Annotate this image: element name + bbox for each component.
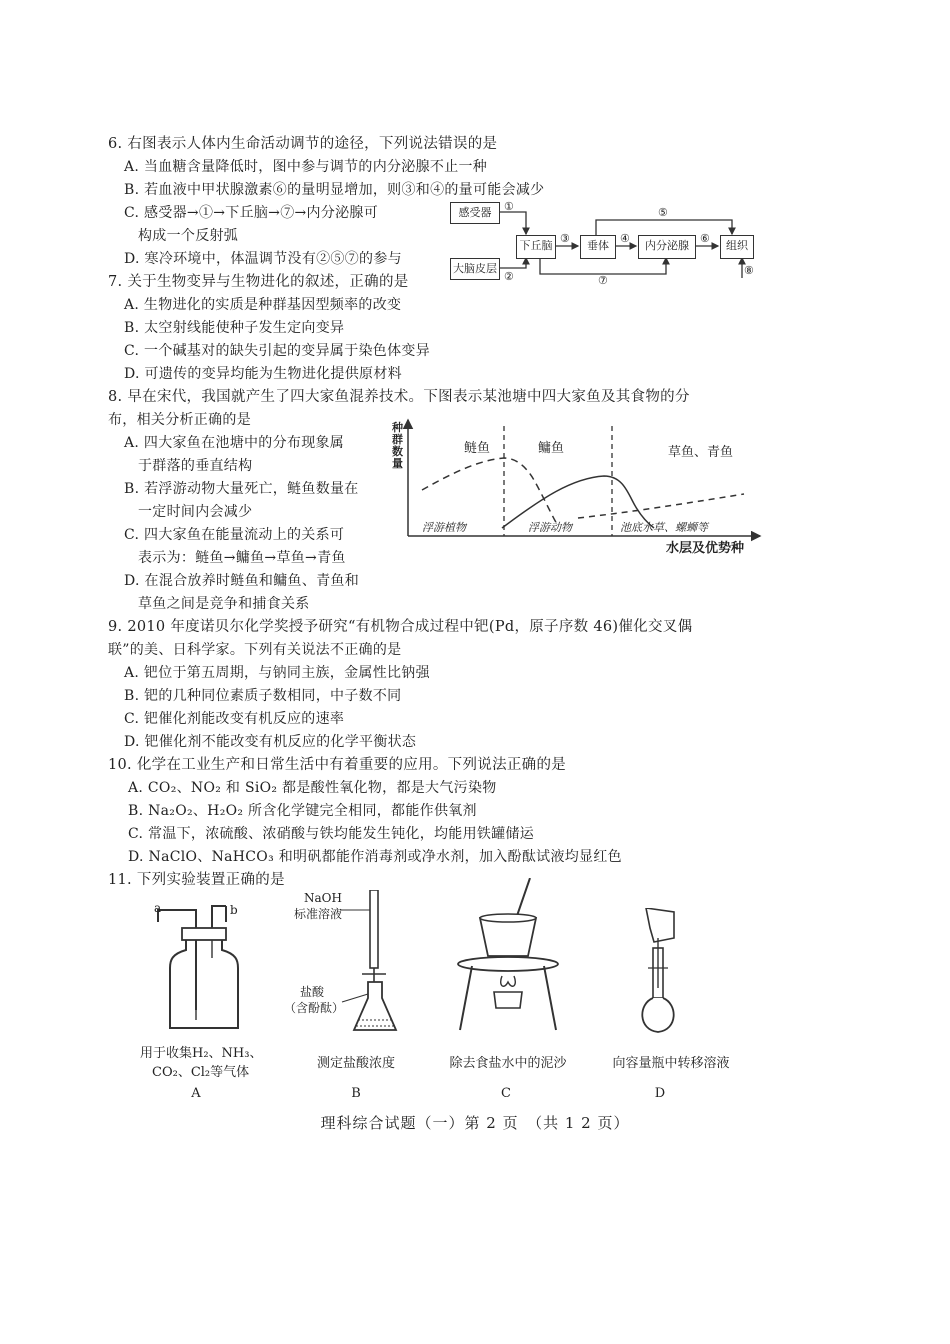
label-8: ⑧ xyxy=(744,264,754,277)
q8-option-c-line2: 表示为：鲢鱼→鳙鱼→草鱼→青鱼 xyxy=(138,550,346,566)
apparatus-b-caption: 测定盐酸浓度 xyxy=(316,1056,395,1071)
apparatus-d xyxy=(620,908,700,1038)
naoh-label: NaOH xyxy=(304,891,342,905)
pituitary-box: 垂体 xyxy=(580,235,616,259)
q6-option-a: A. 当血糖含量降低时，图中参与调节的内分泌腺不止一种 xyxy=(124,159,488,175)
apparatus-a-caption: 用于收集H₂、NH₃、 CO₂、Cl₂等气体 xyxy=(140,1046,263,1080)
q8-option-d-line1: D. 在混合放养时鲢鱼和鳙鱼、青鱼和 xyxy=(124,573,360,589)
q10-option-b: B. Na₂O₂、H₂O₂ 所含化学键完全相同，都能作供氧剂 xyxy=(128,803,477,819)
hcl-label: 盐酸 xyxy=(300,985,325,999)
label-4: ④ xyxy=(620,232,630,245)
q8-option-a-line1: A. 四大家鱼在池塘中的分布现象属 xyxy=(124,435,345,451)
tissue-box: 组织 xyxy=(720,235,754,259)
regulation-diagram xyxy=(446,200,766,290)
hcl-indicator-label: （含酚酞） xyxy=(284,1001,345,1015)
q7-option-a: A. 生物进化的实质是种群基因型频率的改变 xyxy=(124,297,402,313)
volumetric-flask-icon xyxy=(620,908,700,1038)
option-letter-a: A xyxy=(191,1086,201,1101)
q8-stem-line2: 布，相关分析正确的是 xyxy=(108,412,251,428)
q6-option-c-line2: 构成一个反射弧 xyxy=(138,228,239,244)
apparatus-c xyxy=(452,878,562,1038)
label-6: ⑥ xyxy=(700,232,710,245)
q10-option-a: A. CO₂、NO₂ 和 SiO₂ 都是酸性氧化物，都是大气污染物 xyxy=(128,780,497,796)
zone-bottom-plants: 池底水草、螺蛳等 xyxy=(620,521,708,534)
receptor-box: 感受器 xyxy=(450,202,500,224)
silver-carp-curve xyxy=(422,458,558,526)
x-axis-label: 水层及优势种 xyxy=(666,541,745,556)
q8-option-b-line1: B. 若浮游动物大量死亡，鲢鱼数量在 xyxy=(124,481,359,497)
y-axis-label: 种 群 数 量 xyxy=(392,421,403,470)
q6-option-c-line1: C. 感受器→①→下丘脑→⑦→内分泌腺可 xyxy=(124,205,379,221)
label-silver-carp: 鲢鱼 xyxy=(464,441,491,456)
tube-label-b: b xyxy=(230,903,238,917)
q9-option-d: D. 钯催化剂不能改变有机反应的化学平衡状态 xyxy=(124,734,417,750)
label-7: ⑦ xyxy=(598,274,608,287)
q10-option-d: D. NaClO、NaHCO₃ 和明矾都能作消毒剂或净水剂，加入酚酞试液均显红色 xyxy=(128,849,622,865)
fish-distribution-chart xyxy=(392,418,772,568)
grass-black-carp-curve xyxy=(578,494,744,518)
cortex-box: 大脑皮层 xyxy=(450,258,500,280)
zone-zooplankton: 浮游动物 xyxy=(528,521,572,534)
label-bighead-carp: 鳙鱼 xyxy=(538,441,565,456)
apparatus-c-caption: 除去食盐水中的泥沙 xyxy=(449,1056,567,1071)
apparatus-d-caption: 向容量瓶中转移溶液 xyxy=(612,1056,730,1071)
q6-stem: 6. 右图表示人体内生命活动调节的途径，下列说法错误的是 xyxy=(108,136,498,152)
label-3: ③ xyxy=(560,232,570,245)
q8-option-a-line2: 于群落的垂直结构 xyxy=(138,458,253,474)
q9-option-b: B. 钯的几种同位素质子数相同，中子数不同 xyxy=(124,688,402,704)
q7-option-b: B. 太空射线能使种子发生定向变异 xyxy=(124,320,345,336)
q8-stem-line1: 8. 早在宋代，我国就产生了四大家鱼混养技术。下图表示某池塘中四大家鱼及其食物的分 xyxy=(108,389,690,405)
label-5: ⑤ xyxy=(658,206,668,219)
label-grass-black-carp: 草鱼、青鱼 xyxy=(668,445,734,460)
apparatus-b xyxy=(284,890,430,1040)
q7-option-c: C. 一个碱基对的缺失引起的变异属于染色体变异 xyxy=(124,343,431,359)
gas-bottle-icon xyxy=(140,900,280,1040)
q8-option-c-line1: C. 四大家鱼在能量流动上的关系可 xyxy=(124,527,345,543)
page-footer: 理科综合试题（一）第 2 页 （共 1 2 页） xyxy=(320,1114,630,1132)
naoh-standard-label: 标准溶液 xyxy=(294,907,343,921)
apparatus-a xyxy=(140,900,280,1040)
q9-stem-line1: 9. 2010 年度诺贝尔化学奖授予研究“有机物合成过程中钯(Pd，原子序数 46)催化交叉偶 xyxy=(108,619,693,635)
q6-option-d: D. 寒冷环境中，体温调节没有②⑤⑦的参与 xyxy=(124,251,402,267)
q9-stem-line2: 联”的美、日科学家。下列有关说法不正确的是 xyxy=(108,642,402,658)
option-letter-b: B xyxy=(351,1086,361,1101)
evaporating-dish-icon xyxy=(452,878,562,1038)
option-letter-d: D xyxy=(654,1086,666,1101)
option-letter-c: C xyxy=(501,1086,511,1101)
zone-phytoplankton: 浮游植物 xyxy=(422,521,466,534)
q10-option-c: C. 常温下，浓硫酸、浓硝酸与铁均能发生钝化，均能用铁罐储运 xyxy=(128,826,535,842)
hypothalamus-box: 下丘脑 xyxy=(516,235,556,259)
q7-option-d: D. 可遗传的变异均能为生物进化提供原材料 xyxy=(124,366,402,382)
q7-stem: 7. 关于生物变异与生物进化的叙述，正确的是 xyxy=(108,274,409,290)
gland-box: 内分泌腺 xyxy=(638,235,696,259)
q8-option-b-line2: 一定时间内会减少 xyxy=(138,504,253,520)
q9-option-c: C. 钯催化剂能改变有机反应的速率 xyxy=(124,711,345,727)
q6-option-b: B. 若血液中甲状腺激素⑥的量明显增加，则③和④的量可能会减少 xyxy=(124,182,545,198)
label-1: ① xyxy=(504,200,514,213)
q11-stem: 11. 下列实验装置正确的是 xyxy=(108,872,285,888)
q9-option-a: A. 钯位于第五周期，与钠同主族，金属性比钠强 xyxy=(124,665,430,681)
label-2: ② xyxy=(504,270,514,283)
tube-label-a: a xyxy=(154,901,162,915)
q8-option-d-line2: 草鱼之间是竞争和捕食关系 xyxy=(138,596,310,612)
q10-stem: 10. 化学在工业生产和日常生活中有着重要的应用。下列说法正确的是 xyxy=(108,757,567,773)
